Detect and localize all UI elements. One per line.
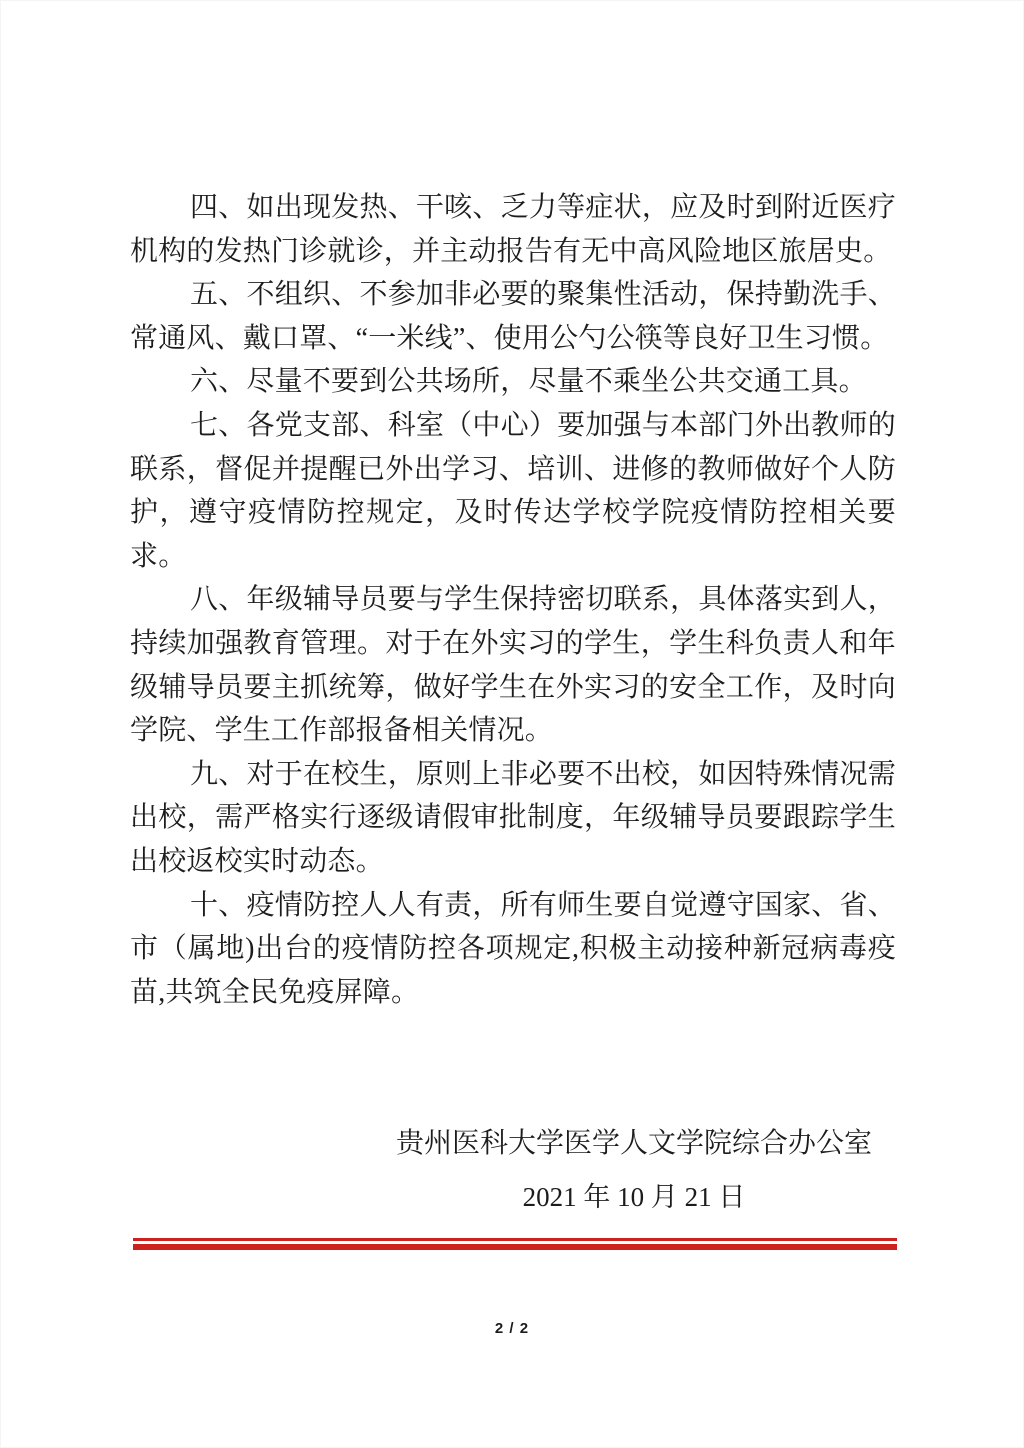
paragraph-item-4: 四、如出现发热、干咳、乏力等症状，应及时到附近医疗机构的发热门诊就诊，并主动报告有无中高风险地区旅居史。 <box>130 192 896 267</box>
paragraph-item-8: 八、年级辅导员要与学生保持密切联系，具体落实到人，持续加强教育管理。对于在外实习的学生，学生科负责人和年级辅导员要主抓统筹，做好学生在外实习的安全工作，及时向学院、学生工作部报备相关情况。 <box>130 584 896 747</box>
signature-date: 2021 年 10 月 21 日 <box>522 1182 746 1213</box>
page-number: 2 / 2 <box>494 1320 530 1337</box>
paragraph-item-6: 六、尽量不要到公共场所，尽量不乘坐公共交通工具。 <box>190 366 867 398</box>
footer-double-rule-divider <box>133 1238 897 1250</box>
paragraph-item-7: 七、各党支部、科室（中心）要加强与本部门外出教师的联系，督促并提醒已外出学习、培训、进修的教师做好个人防护，遵守疫情防控规定，及时传达学校学院疫情防控相关要求。 <box>130 409 896 572</box>
paragraph-item-10: 十、疫情防控人人有责，所有师生要自觉遵守国家、省、市（属地)出台的疫情防控各项规定,积极主动接种新冠病毒疫苗,共筑全民免疫屏障。 <box>130 889 896 1008</box>
signature-block <box>396 1122 872 1219</box>
signature-office-name: 贵州医科大学医学人文学院综合办公室 <box>395 1128 872 1160</box>
paragraph-item-5: 五、不组织、不参加非必要的聚集性活动，保持勤洗手、常通风、戴口罩、“一米线”、使用公勺公筷等良好卫生习惯。 <box>130 279 896 354</box>
paragraph-item-9: 九、对于在校生，原则上非必要不出校，如因特殊情况需出校，需严格实行逐级请假审批制度，年级辅导员要跟踪学生出校返校实时动态。 <box>130 758 896 877</box>
document-body <box>130 186 896 1219</box>
